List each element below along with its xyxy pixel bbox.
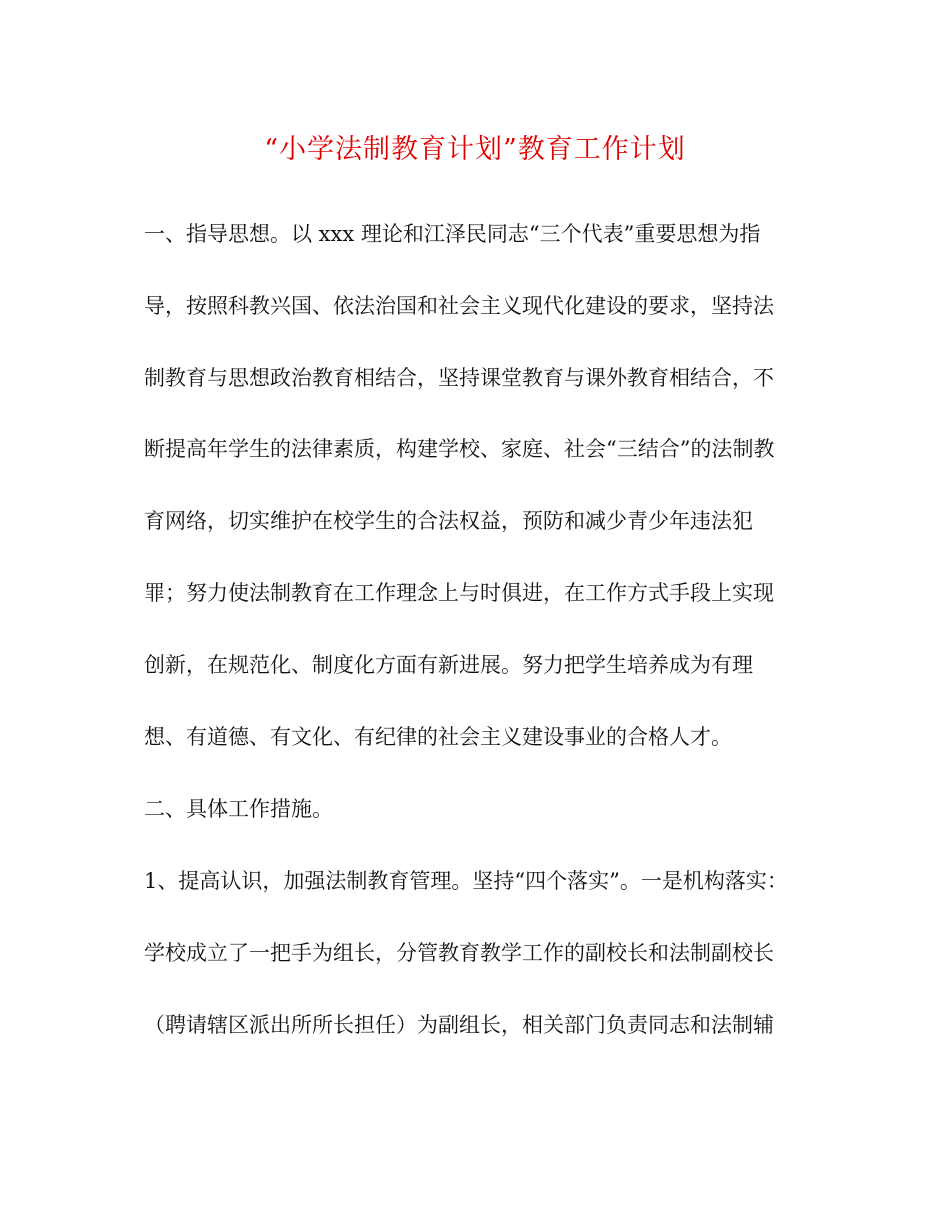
body-line-4: 断提高年学生的法律素质，构建学校、家庭、社会“三结合”的法制教	[144, 437, 775, 461]
body-line-8: 想、有道德、有文化、有纪律的社会主义建设事业的合格人才。	[144, 725, 732, 749]
body-line-10: 1、提高认识，加强法制教育管理。坚持“四个落实”。一是机构落实：	[144, 869, 788, 893]
body-line-5: 育网络，切实维护在校学生的合法权益，预防和减少青少年违法犯	[144, 509, 753, 533]
body-line-2: 导，按照科教兴国、依法治国和社会主义现代化建设的要求，坚持法	[144, 294, 774, 318]
body-line-6: 罪；努力使法制教育在工作理念上与时俱进，在工作方式手段上实现	[144, 581, 774, 605]
section-heading: 二、具体工作措施。	[144, 797, 333, 821]
body-line-1: 一、指导思想。以 xxx 理论和江泽民同志“三个代表”重要思想为指	[144, 222, 761, 246]
body-line-7: 创新，在规范化、制度化方面有新进展。努力把学生培养成为有理	[144, 653, 753, 677]
body-line-12: （聘请辖区派出所所长担任）为副组长，相关部门负责同志和法制辅	[144, 1013, 774, 1037]
body-line-3: 制教育与思想政治教育相结合，坚持课堂教育与课外教育相结合，不	[144, 366, 774, 390]
body-line-11: 学校成立了一把手为组长，分管教育教学工作的副校长和法制副校长	[144, 941, 774, 965]
document-title: “小学法制教育计划”教育工作计划	[264, 134, 686, 165]
